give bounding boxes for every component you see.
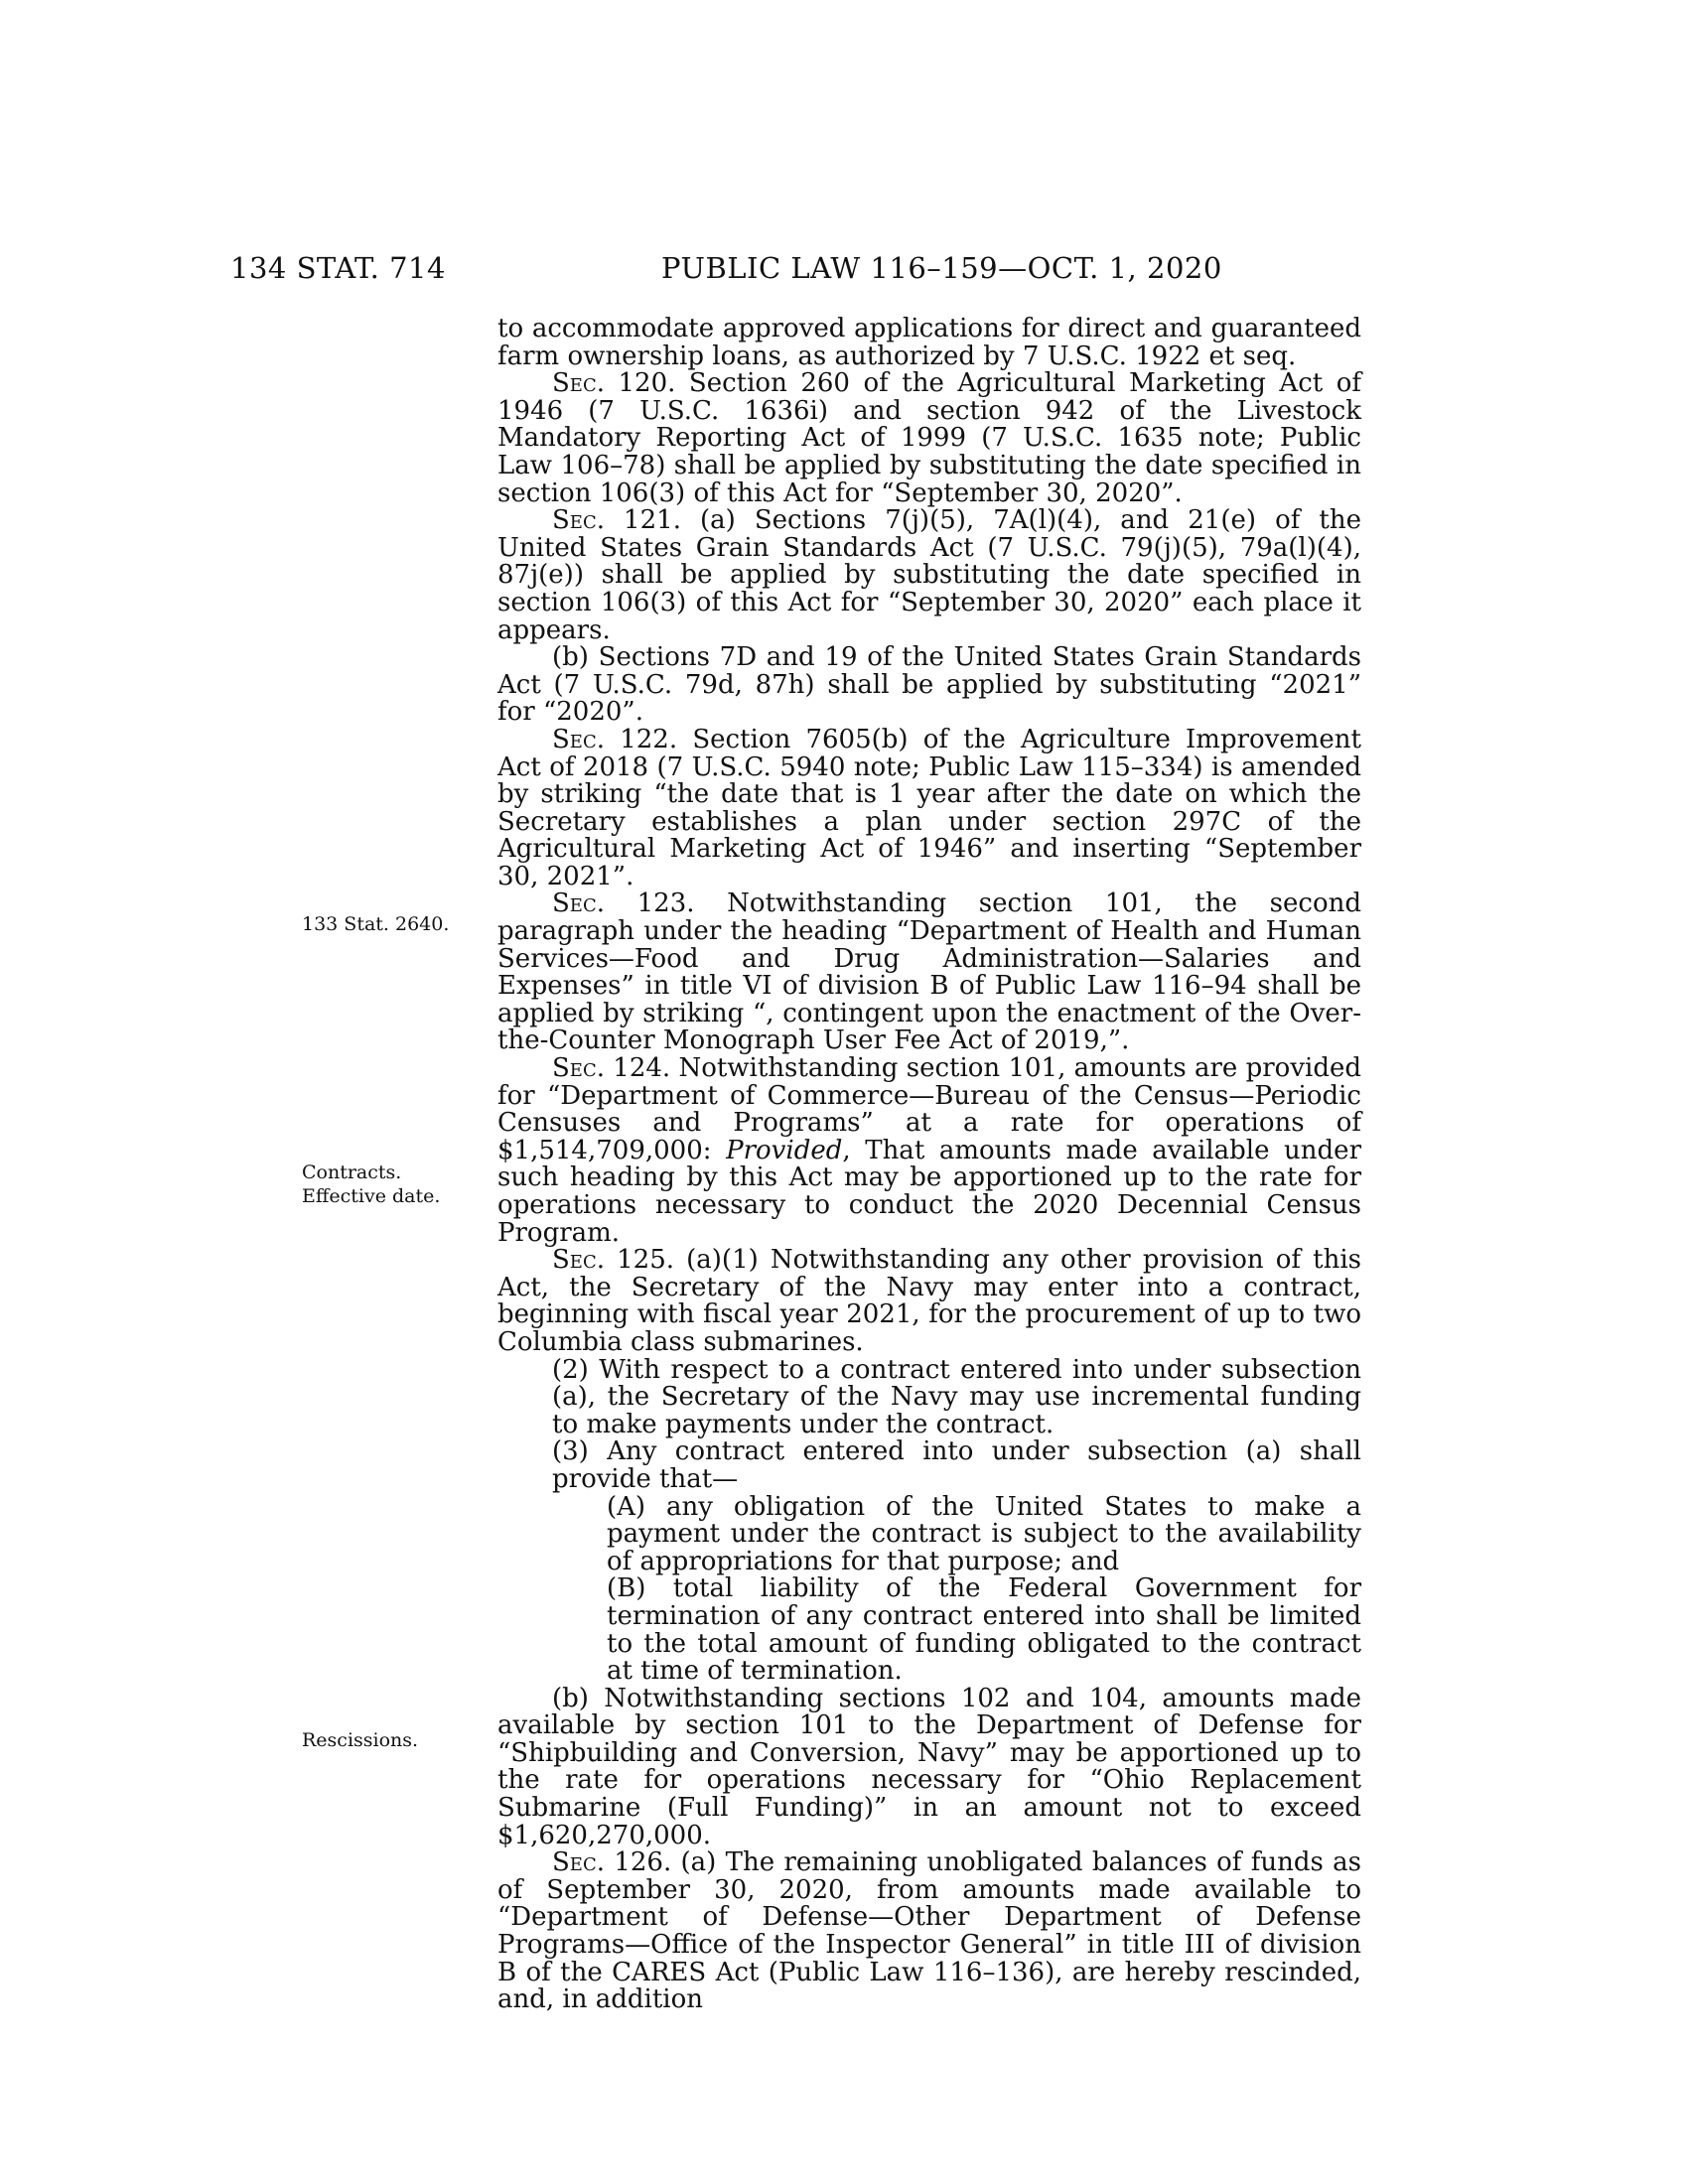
statute-body xyxy=(497,316,1361,2014)
margin-note-effective-date: Effective date. xyxy=(302,1185,441,1207)
section-121-b: (b) Sections 7D and 19 of the United States Grain Standards Act (7 U.S.C. 79d, 87h) shall be applied by substituting “2021” for “2020”. xyxy=(497,642,1361,728)
statute-page-number: 134 STAT. 714 xyxy=(230,251,446,285)
sec-label: Sec. xyxy=(552,1245,605,1276)
section-123: Sec. 123. Notwithstanding section 101, the second paragraph under the heading “Department of Health and Human Services—Food and Drug Administration—Salaries and Expenses” in title VI of division B of Public Law 116–94 shall be applied by striking “, contingent upon the enactment of the Over-the-Counter Monograph User Fee Act of 2019,”. xyxy=(497,888,1361,1056)
running-head xyxy=(0,248,1688,288)
margin-note-citation: 133 Stat. 2640. xyxy=(302,913,450,935)
margin-note-contracts: Contracts. xyxy=(302,1161,402,1183)
provided-word: Provided xyxy=(726,1135,843,1165)
section-126-a: Sec. 126. (a) The remaining unobligated balances of funds as of September 30, 2020, from amounts made available to “Department of Defense—Other Department of Defense Programs—Office of the Inspector General” in title III of division B of the CARES Act (Public Law 116–136), are hereby rescinded, and, in addition xyxy=(497,1847,1361,2015)
paragraph-intro: to accommodate approved applications for direct and guaranteed farm ownership loans, as authorized by 7 U.S.C. 1922 et seq. xyxy=(497,314,1361,371)
section-125-a3: (3) Any contract entered into under subsection (a) shall provide that— xyxy=(552,1436,1361,1494)
section-124: Sec. 124. Notwithstanding section 101, amounts are provided for “Department of Commerce—Bureau of the Census—Periodic Censuses and Programs” at a rate for operations of $1,514,709,000: Provided, That amounts made available under such heading by this Act may be apportioned up to the rate for operations necessary to conduct the 2020 Decennial Census Program. xyxy=(497,1053,1361,1248)
sec-label: Sec. xyxy=(552,1053,605,1084)
sec-label: Sec. xyxy=(552,505,605,536)
sec-label: Sec. xyxy=(552,724,605,754)
sec-label: Sec. xyxy=(552,1847,605,1878)
section-125-a1: Sec. 125. (a)(1) Notwithstanding any other provision of this Act, the Secretary of the Navy may enter into a contract, beginning with fiscal year 2021, for the procurement of up to two Columbia class submarines. xyxy=(497,1245,1361,1357)
section-125-a3-B: (B) total liability of the Federal Government for termination of any contract entered into shall be limited to the total amount of funding obligated to the contract at time of termination. xyxy=(607,1573,1361,1687)
section-120: Sec. 120. Section 260 of the Agricultural Marketing Act of 1946 (7 U.S.C. 1636i) and section 942 of the Livestock Mandatory Reporting Act of 1999 (7 U.S.C. 1635 note; Public Law 106–78) shall be applied by substituting the date specified in section 106(3) of this Act for “September 30, 2020”. xyxy=(497,368,1361,508)
sec-label: Sec. xyxy=(552,368,605,399)
section-125-a2: (2) With respect to a contract entered into under subsection (a), the Secretary of the Navy may use incremental funding to make payments under the contract. xyxy=(552,1354,1361,1439)
section-125-a3-A: (A) any obligation of the United States to make a payment under the contract is subject to the availability of appropriations for that purpose; and xyxy=(607,1491,1361,1576)
public-law-title: PUBLIC LAW 116–159—OCT. 1, 2020 xyxy=(661,251,1222,285)
margin-note-rescissions: Rescissions. xyxy=(302,1729,419,1751)
section-125-b: (b) Notwithstanding sections 102 and 104, amounts made available by section 101 to the Department of Defense for “Shipbuilding and Conversion, Navy” may be apportioned up to the rate for operations necessary for “Ohio Replacement Submarine (Full Funding)” in an amount not to exceed $1,620,270,000. xyxy=(497,1683,1361,1850)
section-122: Sec. 122. Section 7605(b) of the Agriculture Improvement Act of 2018 (7 U.S.C. 5940 note; Public Law 115–334) is amended by striking “the date that is 1 year after the date on which the Secretary establishes a plan under section 297C of the Agricultural Marketing Act of 1946” and inserting “September 30, 2021”. xyxy=(497,724,1361,891)
sec-label: Sec. xyxy=(552,888,605,919)
section-121-a: Sec. 121. (a) Sections 7(j)(5), 7A(l)(4), and 21(e) of the United States Grain Standards Act (7 U.S.C. 79(j)(5), 79a(l)(4), 87j(e)) shall be applied by substituting the date specified in section 106(3) of this Act for “September 30, 2020” each place it appears. xyxy=(497,505,1361,645)
